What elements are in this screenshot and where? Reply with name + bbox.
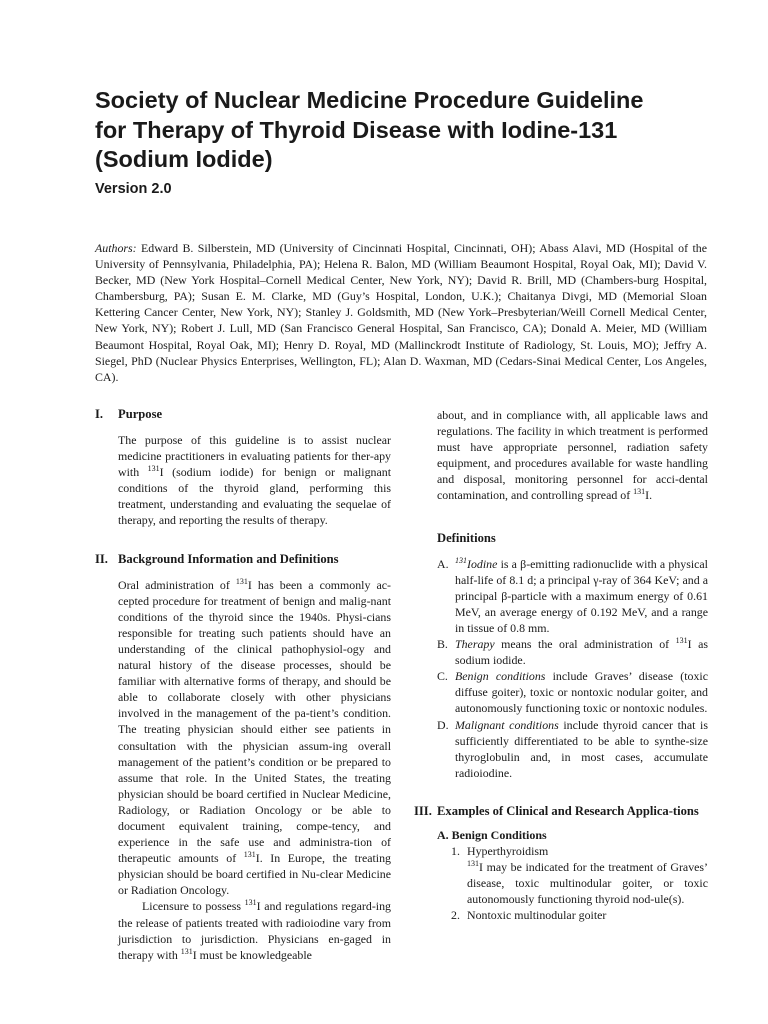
right-column [414,407,708,923]
list-item: B. Therapy means the oral administration of $^{131}$I as sodium iodide. [437,636,708,668]
isotope-superscript: 131 [147,464,160,474]
list-item: 2. Nontoxic multinodular goiter [451,908,607,923]
left-column [95,406,391,963]
list-item: D. Malignant conditions include thyroid cancer that is sufficiently differentiated to be able to synthe-size thyroglobulin and, in most cases, accumulate radioiodine. [437,717,708,780]
section-title: Examples of Clinical and Research Applica-tions [437,803,699,818]
title-line: Society of Nuclear Medicine Procedure Guideline [95,87,644,113]
subsection-heading: A. Benign Conditions [437,827,547,842]
authors-block [95,240,707,385]
section-title: Background Information and Definitions [118,551,339,566]
authors-text: Edward B. Silberstein, MD (University of Cincinnati Hospital, Cincinnati, OH); Abass Alavi, MD (Hospital of the University of Pennsylvania, Philadelphia, PA); Helena R. Balon, MD (William Beaumont Hospital, Royal Oak, MI); David V. Becker, MD (New York Hospital–Cornell Medical Center, New York, NY); David R. Brill, MD (Chambers-burg Hospital, Chambersburg, PA); Susan E. M. Clarke, MD (Guy’s Hospital, London, U.K.); Chaitanya Divgi, MD (Memorial Sloan Kettering Cancer Center, New York, NY); Stanley J. Goldsmith, MD (New York–Presbyterian/Weill Cornell Medical Center, New York, NY); Robert J. Lull, MD (San Francisco General Hospital, San Francisco, CA); Donald A. Meier, MD (William Beaumont Hospital, Royal Oak, MI); Henry D. Royal, MD (Mallinckrodt Institute of Radiology, St. Louis, MO); Jeffry A. Siegel, PhD (Nuclear Physics Enterprises, Wellington, FL); Alan D. Waxman, MD (Cedars-Sinai Medical Center, Los Angeles, CA). [95,241,707,384]
authors-lead: Authors: [95,241,137,255]
isotope-superscript: 131 [235,576,248,586]
background-paragraph: Oral administration of $^{131}$I has been a commonly ac-cepted procedure for treatment of benign and malig-nant conditions of the thyroid since the 1940s. Physi-cians responsible for treating such patients should have an understanding of the clinical pathophysiol-ogy and natural history of the disease processes, should be familiar with alternative forms of therapy, and should be able to collaborate closely with other physicians involved in the management of the pa-tient’s condition. The treating physician should either see patients in consultation with the physician assum-ing overall management of the patient’s condition or be prepared to assume that role. In the United States, the treating physician should be board certified in Nuclear Medicine, Radiology, or Radiation Oncology or be able to document equivalent training, compe-tency, and experience in the safe use and administra-tion of therapeutic amounts of $^{131}$I. In Europe, the treating physician should be board certified in Nu-clear Medicine or Radiation Oncology. [118,576,391,898]
isotope-superscript: 131 [243,850,256,860]
isotope-superscript: 131 [633,487,646,497]
licensure-paragraph: Licensure to possess $^{131}$I and regulations regard-ing the release of patients treated with radioiodine vary from jurisdiction to jurisdiction. Physicians en-gaged in therapy with $^{131}$I must be knowledgeable [118,898,391,962]
definitions-heading: Definitions [437,530,496,545]
purpose-paragraph: The purpose of this guideline is to assist nuclear medicine practitioners in evaluating patients for ther-apy with $^{131}$I (sodium iodide) for benign or malignant conditions of the thyroid gland, performing this treatment, understanding and evaluating the sequelae of therapy, and reporting the results of therapy. [118,433,391,528]
title-line: (Sodium Iodide) [95,146,273,172]
section-heading-background [95,551,391,567]
section-heading-purpose [95,406,391,422]
list-item: 1. Hyperthyroidism $^{131}$I may be indicated for the treatment of Graves’ disease, toxic multinodular goiter, or toxic autonomously functioning thyroid nod-ule(s). [451,843,708,907]
list-item: C. Benign conditions include Graves’ disease (toxic diffuse goiter), toxic or nontoxic nodular goiter, and autonomously functioning toxic or nontoxic nodules. [437,669,708,716]
definitions-list [437,556,708,781]
title-line: for Therapy of Thyroid Disease with Iodine-131 [95,116,618,143]
version-label: Version 2.0 [95,181,172,197]
list-item: A. $^{131}$Iodine is a β-emitting radionuclide with a physical half-life of 8.1 d; a principal γ-ray of 364 KeV; and a principal β-particle with a maximum energy of 0.61 MeV, an average energy of 0.192 MeV, and a range in tissue of 0.8 mm. [437,555,708,635]
isotope-superscript: 131 [675,636,688,646]
section-title: Purpose [118,407,163,421]
isotope-superscript: 131 [467,858,479,868]
section-heading-applications [414,803,708,819]
section-number: III. [414,803,432,818]
isotope-superscript: 131 [455,555,467,565]
isotope-superscript: 131 [244,898,257,908]
section-number: II. [95,551,108,566]
isotope-superscript: 131 [180,946,193,956]
licensure-continued-paragraph: about, and in compliance with, all applicable laws and regulations. The facility in which treatment is performed must have appropriate personnel, radiation safety equipment, and procedures available for waste handling and disposal, monitoring personnel for acci-dental contamination, and controlling spread of $^{131}$I. [437,408,708,503]
section-number: I. [95,407,104,421]
numbered-list [425,843,708,923]
document-title [95,86,715,175]
